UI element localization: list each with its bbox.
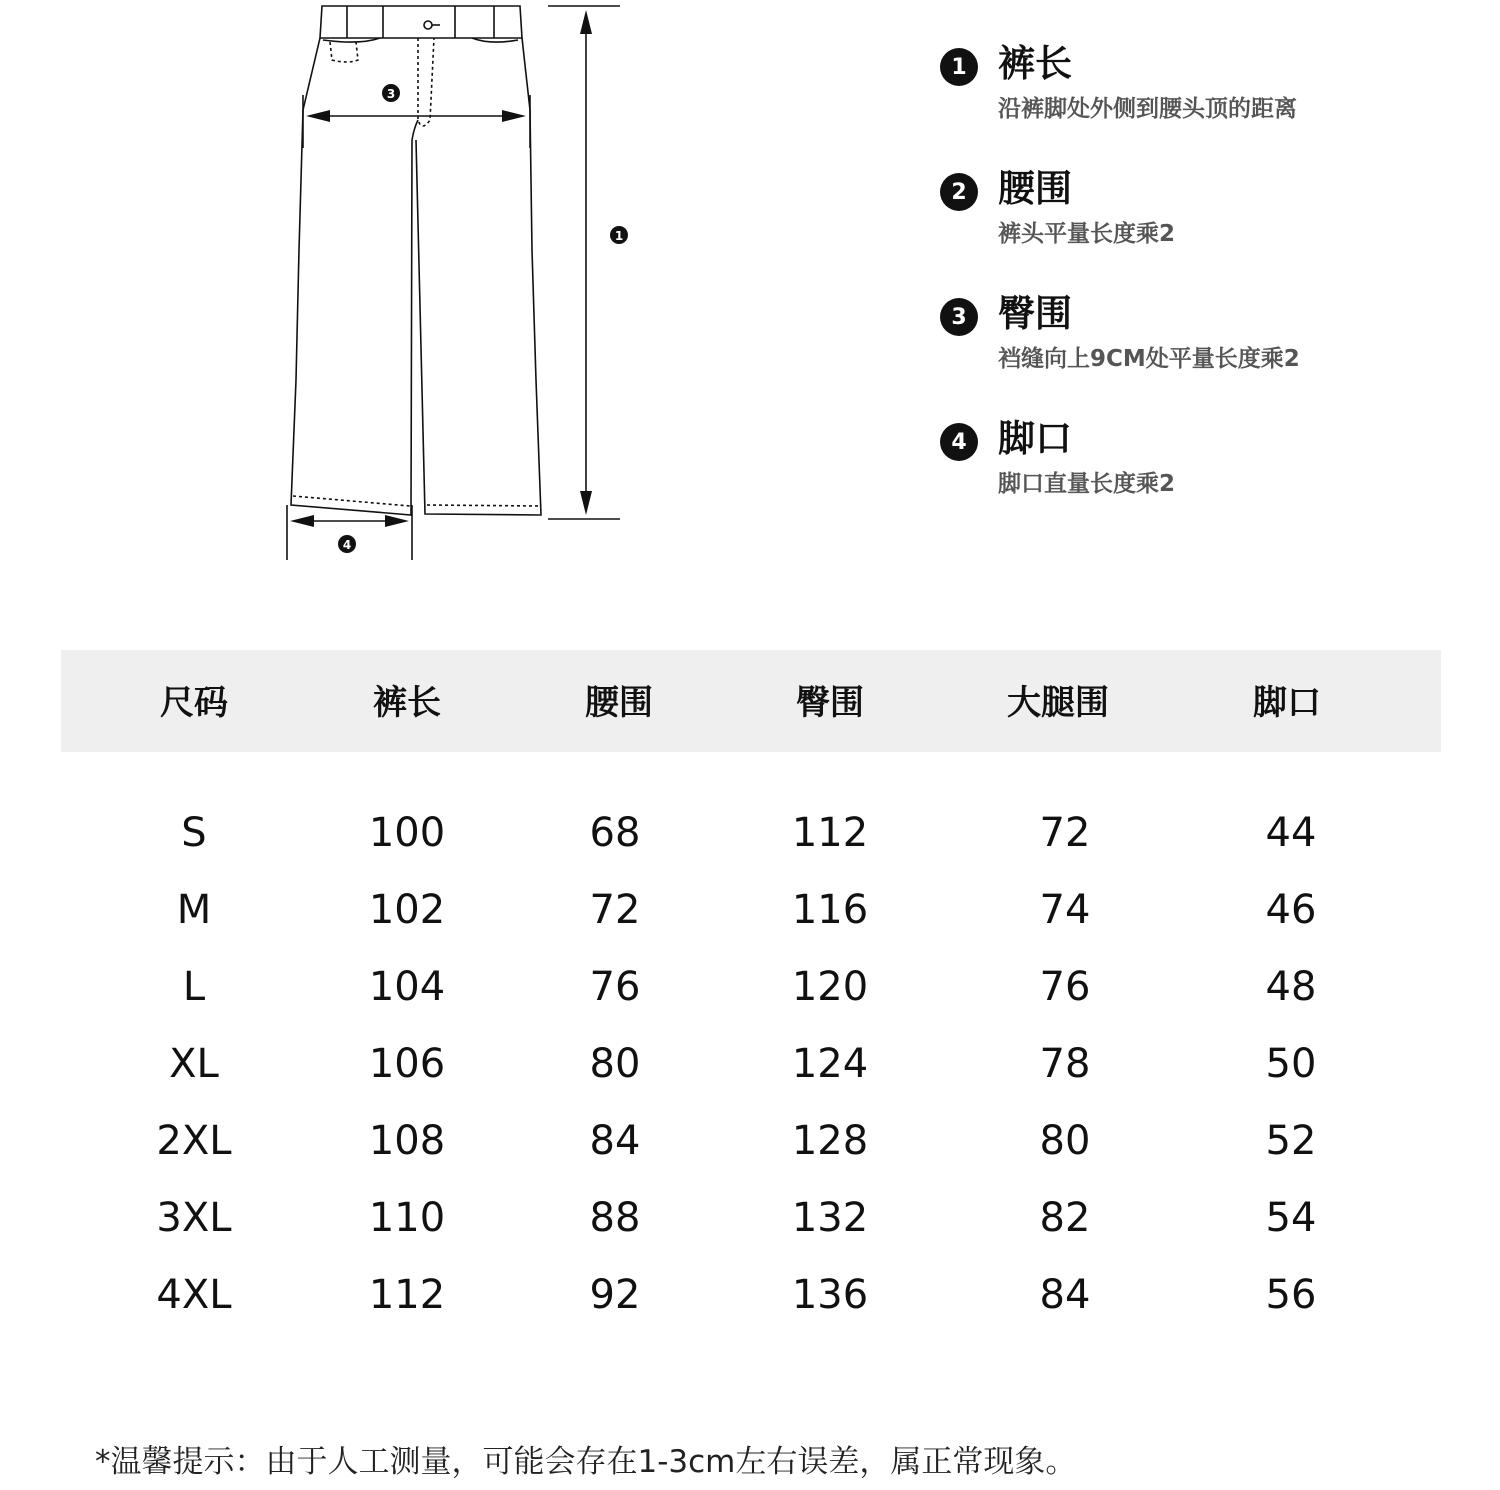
cell-thigh: 76: [1039, 964, 1091, 1010]
measurement-legend: [940, 38, 1460, 538]
table-row: [0, 1270, 1500, 1347]
legend-badge: 1: [940, 48, 978, 86]
measurement-note: *温馨提示：由于人工测量，可能会存在1-3cm左右误差，属正常现象。: [95, 1444, 1077, 1480]
legend-badge: 4: [940, 423, 978, 461]
table-row: [0, 808, 1500, 885]
size-table-header: [61, 650, 1441, 752]
cell-hip: 132: [791, 1195, 869, 1241]
legend-item-waist: [940, 163, 1460, 288]
marker-hem-badge: [338, 535, 356, 553]
header-thigh: 大腿围: [1007, 683, 1109, 723]
legend-description: 裤头平量长度乘2: [998, 221, 1176, 247]
cell-hem: 52: [1265, 1118, 1317, 1164]
cell-size: M: [176, 887, 212, 933]
cell-size: 4XL: [156, 1272, 232, 1318]
legend-badge: 3: [940, 298, 978, 336]
pants-outline: [291, 6, 541, 515]
cell-length: 110: [368, 1195, 446, 1241]
cell-waist: 80: [589, 1041, 641, 1087]
cell-waist: 76: [589, 964, 641, 1010]
legend-item-length: [940, 38, 1460, 163]
cell-hem: 54: [1265, 1195, 1317, 1241]
cell-hem: 44: [1265, 810, 1317, 856]
cell-length: 100: [368, 810, 446, 856]
table-row: [0, 1116, 1500, 1193]
cell-hem: 50: [1265, 1041, 1317, 1087]
cell-size: XL: [169, 1041, 219, 1087]
cell-size: 3XL: [156, 1195, 232, 1241]
cell-thigh: 84: [1039, 1272, 1091, 1318]
cell-thigh: 82: [1039, 1195, 1091, 1241]
legend-title: 臀围: [998, 292, 1072, 335]
marker-hip-badge: [382, 84, 400, 102]
cell-waist: 92: [589, 1272, 641, 1318]
legend-description: 裆缝向上9CM处平量长度乘2: [998, 346, 1300, 372]
cell-length: 104: [368, 964, 446, 1010]
marker-length-badge: [610, 226, 628, 244]
marker-length-number: 1: [614, 229, 624, 243]
cell-thigh: 80: [1039, 1118, 1091, 1164]
legend-item-hem: [940, 413, 1460, 538]
table-row: [0, 885, 1500, 962]
cell-hem: 56: [1265, 1272, 1317, 1318]
legend-item-hip: [940, 288, 1460, 413]
marker-hip-number: 3: [386, 87, 396, 101]
header-waist: 腰围: [585, 683, 653, 723]
cell-hem: 48: [1265, 964, 1317, 1010]
cell-length: 106: [368, 1041, 446, 1087]
legend-title: 腰围: [998, 167, 1072, 210]
cell-hem: 46: [1265, 887, 1317, 933]
header-size: 尺码: [160, 683, 228, 723]
cell-size: S: [181, 810, 207, 856]
cell-hip: 124: [791, 1041, 869, 1087]
table-row: [0, 962, 1500, 1039]
legend-badge: 2: [940, 173, 978, 211]
header-hip: 臀围: [796, 683, 864, 723]
cell-length: 112: [368, 1272, 446, 1318]
cell-waist: 88: [589, 1195, 641, 1241]
cell-hip: 136: [791, 1272, 869, 1318]
table-row: [0, 1039, 1500, 1116]
cell-size: L: [182, 964, 206, 1010]
cell-waist: 68: [589, 810, 641, 856]
table-row: [0, 1193, 1500, 1270]
cell-waist: 84: [589, 1118, 641, 1164]
cell-hip: 116: [791, 887, 869, 933]
length-dimension: [548, 6, 620, 519]
cell-hip: 128: [791, 1118, 869, 1164]
legend-description: 脚口直量长度乘2: [998, 471, 1176, 497]
cell-length: 102: [368, 887, 446, 933]
cell-thigh: 72: [1039, 810, 1091, 856]
header-length: 裤长: [373, 683, 441, 723]
header-hem: 脚口: [1253, 683, 1321, 723]
pants-measurement-diagram: [0, 0, 760, 600]
legend-description: 沿裤脚处外侧到腰头顶的距离: [998, 96, 1297, 122]
legend-title: 脚口: [998, 417, 1072, 460]
cell-thigh: 74: [1039, 887, 1091, 933]
cell-length: 108: [368, 1118, 446, 1164]
legend-title: 裤长: [998, 42, 1072, 85]
cell-waist: 72: [589, 887, 641, 933]
cell-size: 2XL: [156, 1118, 232, 1164]
cell-hip: 120: [791, 964, 869, 1010]
cell-hip: 112: [791, 810, 869, 856]
cell-thigh: 78: [1039, 1041, 1091, 1087]
marker-hem-number: 4: [342, 538, 352, 552]
